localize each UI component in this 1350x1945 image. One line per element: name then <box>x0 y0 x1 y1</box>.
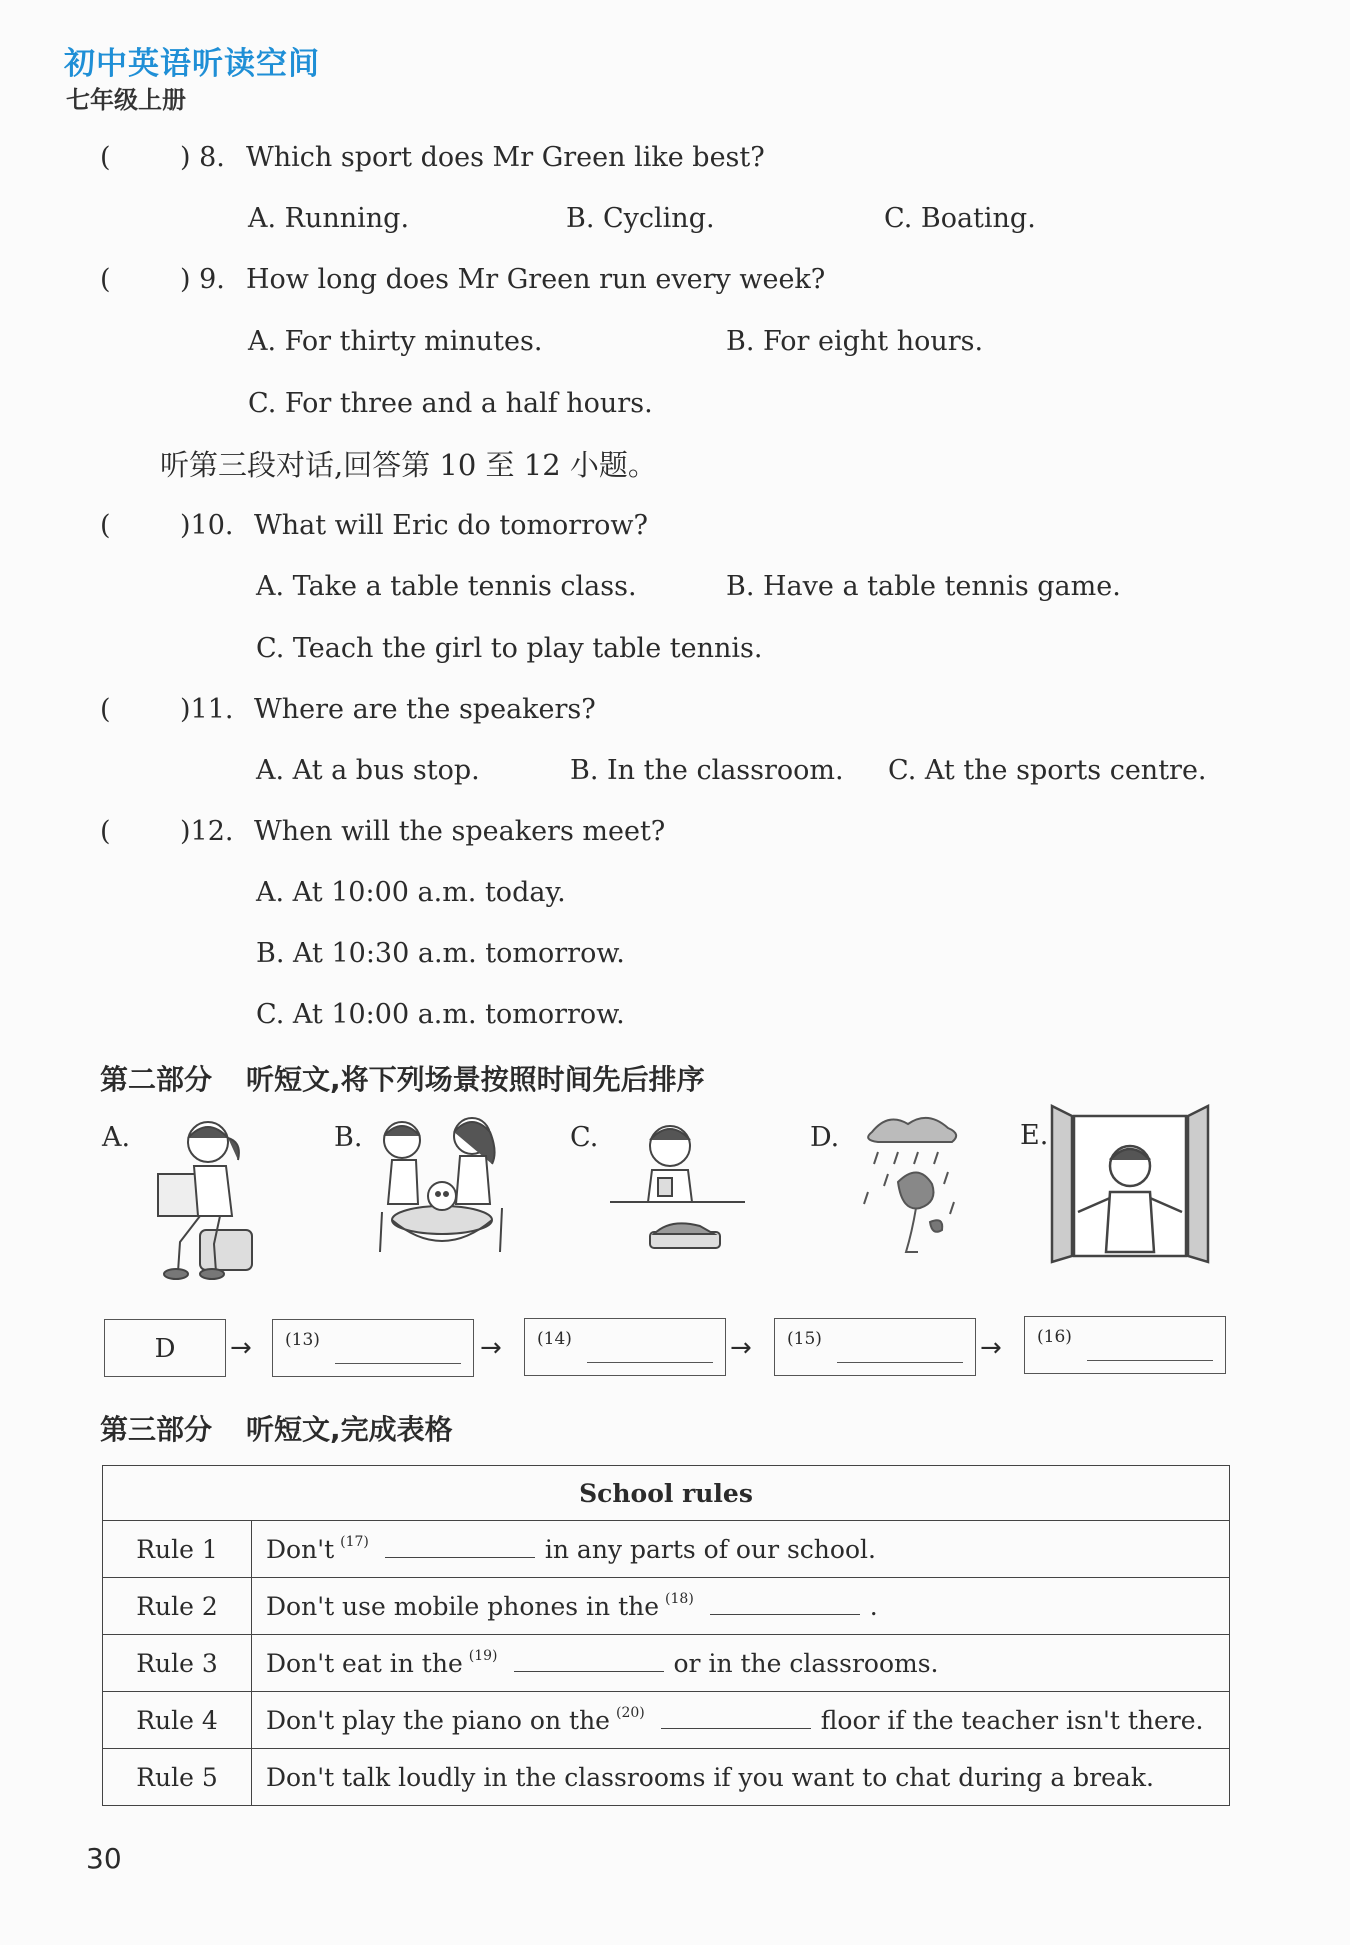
rule-text: Don't $^{(17)}$ in any parts of our school. <box>252 1521 1230 1578</box>
question-text: Which sport does Mr Green like best? <box>246 142 765 173</box>
blank-number: (17) <box>340 1534 369 1550</box>
question-text: When will the speakers meet? <box>254 816 666 847</box>
answer-paren[interactable]: ( <box>100 816 111 847</box>
table-heading: School rules <box>103 1466 1230 1521</box>
option-c: C. At 10:00 a.m. tomorrow. <box>256 999 625 1030</box>
rule-number: Rule 2 <box>103 1578 252 1635</box>
rule-number: Rule 3 <box>103 1635 252 1692</box>
option-b: B. In the classroom. <box>570 755 844 786</box>
picture-label-a: A. <box>102 1122 131 1153</box>
page-number: 30 <box>86 1842 122 1875</box>
picture-label-c: C. <box>570 1122 599 1153</box>
answer-blank[interactable] <box>385 1539 535 1558</box>
table-row <box>103 1521 1230 1578</box>
blank-number: (13) <box>285 1330 320 1350</box>
arrow-icon: → <box>730 1333 752 1363</box>
rainy-tree-illustration <box>858 1112 968 1262</box>
rule-number: Rule 1 <box>103 1521 252 1578</box>
part-label: 第二部分 <box>100 1063 213 1096</box>
answer-paren[interactable]: ( <box>100 694 111 725</box>
option-c: C. Boating. <box>884 203 1036 234</box>
question-text: How long does Mr Green run every week? <box>246 264 826 295</box>
picture-label-e: E. <box>1020 1120 1049 1151</box>
table-row <box>103 1635 1230 1692</box>
sequence-blank-13[interactable] <box>272 1319 474 1377</box>
part-2-heading <box>100 1058 705 1098</box>
blank-number: (20) <box>615 1705 645 1721</box>
blank-number: (14) <box>537 1329 572 1349</box>
part-instructions: 听短文,完成表格 <box>246 1413 453 1446</box>
sequence-first-letter: D <box>154 1334 176 1364</box>
kids-washing-dog-illustration <box>372 1112 512 1262</box>
blank-number: (19) <box>468 1648 498 1664</box>
girl-reading-illustration <box>150 1112 260 1282</box>
option-a: A. At a bus stop. <box>256 755 480 786</box>
rule-text: Don't eat in the $^{(19)}$ or in the classrooms. <box>252 1635 1230 1692</box>
option-c: C. For three and a half hours. <box>248 388 653 419</box>
table-row <box>103 1749 1230 1806</box>
question-number: )10. <box>180 510 234 541</box>
picture-label-d: D. <box>810 1122 840 1153</box>
section-intro: 听第三段对话,回答第 10 至 12 小题。 <box>160 448 657 482</box>
answer-blank[interactable] <box>661 1710 811 1729</box>
arrow-icon: → <box>230 1333 252 1363</box>
table-row <box>103 1692 1230 1749</box>
option-b: B. Have a table tennis game. <box>726 571 1121 602</box>
book-title: 初中英语听读空间 <box>64 46 320 82</box>
blank-number: (18) <box>665 1591 694 1607</box>
sequence-blank-15[interactable] <box>774 1318 976 1376</box>
blank-number: (16) <box>1037 1327 1072 1347</box>
part-label: 第三部分 <box>100 1413 213 1446</box>
book-subtitle: 七年级上册 <box>66 85 186 114</box>
part-instructions: 听短文,将下列场景按照时间先后排序 <box>246 1063 705 1096</box>
option-a: A. Running. <box>248 203 410 234</box>
option-c: C. At the sports centre. <box>888 755 1207 786</box>
question-text: Where are the speakers? <box>254 694 596 725</box>
question-number: )11. <box>180 694 234 725</box>
rule-text: Don't talk loudly in the classrooms if you want to chat during a break. <box>252 1749 1230 1806</box>
school-rules-table <box>102 1465 1230 1806</box>
blank-number: (15) <box>787 1329 822 1349</box>
rule-text: Don't use mobile phones in the $^{(18)}$ . <box>252 1578 1230 1635</box>
answer-blank[interactable] <box>514 1653 664 1672</box>
sequence-blank-16[interactable] <box>1024 1316 1226 1374</box>
answer-blank[interactable] <box>710 1596 860 1615</box>
table-row <box>103 1578 1230 1635</box>
option-a: A. At 10:00 a.m. today. <box>256 877 566 908</box>
option-b: B. For eight hours. <box>726 326 984 357</box>
rule-number: Rule 5 <box>103 1749 252 1806</box>
answer-paren[interactable]: ( <box>100 510 111 541</box>
rule-number: Rule 4 <box>103 1692 252 1749</box>
rule-text: Don't play the piano on the $^{(20)}$ floor if the teacher isn't there. <box>252 1692 1230 1749</box>
boy-eating-illustration <box>610 1112 750 1262</box>
answer-paren[interactable]: ( <box>100 264 111 295</box>
part-3-heading <box>100 1408 453 1448</box>
sequence-box-first <box>104 1319 226 1377</box>
question-number: ) 8. <box>180 142 225 173</box>
option-a: A. Take a table tennis class. <box>256 571 637 602</box>
sequence-blank-14[interactable] <box>524 1318 726 1376</box>
question-number: )12. <box>180 816 234 847</box>
question-number: ) 9. <box>180 264 225 295</box>
boy-opening-window-illustration <box>1050 1102 1210 1266</box>
option-b: B. At 10:30 a.m. tomorrow. <box>256 938 625 969</box>
option-a: A. For thirty minutes. <box>248 326 543 357</box>
arrow-icon: → <box>980 1333 1002 1363</box>
picture-label-b: B. <box>334 1122 363 1153</box>
option-b: B. Cycling. <box>566 203 715 234</box>
arrow-icon: → <box>480 1333 502 1363</box>
question-text: What will Eric do tomorrow? <box>254 510 648 541</box>
option-c: C. Teach the girl to play table tennis. <box>256 633 763 664</box>
answer-paren[interactable]: ( <box>100 142 111 173</box>
